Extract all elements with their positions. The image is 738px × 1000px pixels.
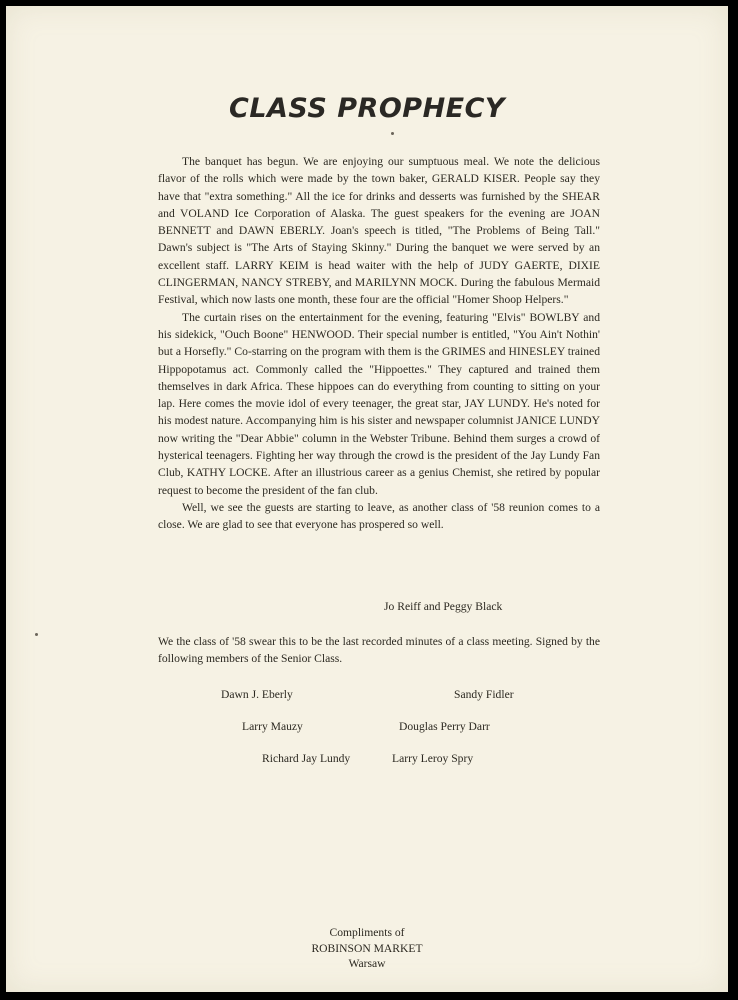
- signature-name: Douglas Perry Darr: [399, 720, 490, 733]
- signature-name: Sandy Fidler: [454, 688, 514, 701]
- footer-sponsor-name: ROBINSON MARKET: [311, 941, 423, 955]
- sponsor-footer: [6, 925, 728, 972]
- paper-speck: [391, 132, 394, 135]
- signature-name: Dawn J. Eberly: [221, 688, 293, 701]
- footer-location: Warsaw: [348, 957, 386, 970]
- prophecy-body: [158, 153, 600, 534]
- signature-name: Larry Mauzy: [242, 720, 303, 733]
- class-oath: We the class of '58 swear this to be the last recorded minutes of a class meeting. Signed by the following members of the Senior Class.: [158, 635, 600, 666]
- paper-speck: [35, 633, 38, 636]
- paragraph-closing: Well, we see the guests are starting to leave, as another class of '58 reunion comes to a close. We are glad to see that everyone has prospered so well.: [158, 500, 600, 532]
- page-title: CLASS PROPHECY: [229, 93, 505, 124]
- signature-name: Larry Leroy Spry: [392, 752, 474, 765]
- document-page: [6, 6, 728, 992]
- signature-name: Richard Jay Lundy: [262, 752, 351, 765]
- footer-compliments: Compliments of: [329, 926, 405, 939]
- paragraph-entertainment: The curtain rises on the entertainment for the evening, featuring "Elvis" BOWLBY and his sidekick, "Ouch Boone" HENWOOD. Their special number is entitled, "You Ain't Nothin' but a Horsefly." Co-starring on the program with them is the GRIMES and HINESLEY trained Hippopotamus act. Commonly called the "Hippoettes." They captured and trained them themselves in dark Africa. These hippoes can do everything from counting to sitting on your lap. Here comes the movie idol of every teenager, the great star, JAY LUNDY. He's noted for his modest nature. Accompanying him is his sister and newspaper columnist JANICE LUNDY now writing the "Dear Abbie" column in the Webster Tribune. Behind them surges a crowd of hysterical teenagers. Fighting her way through the crowd is the president of the Jay Lundy Fan Club, KATHY LOCKE. After an illustrious career as a genius Chemist, she retired by popular request to become the president of the fan club.: [158, 310, 600, 497]
- authors-line: Jo Reiff and Peggy Black: [384, 600, 503, 613]
- paragraph-banquet: The banquet has begun. We are enjoying our sumptuous meal. We note the delicious flavor of the rolls which were made by the town baker, GERALD KISER. People say they have that "extra something." All the ice for drinks and desserts was furnished by the SHEAR and VOLAND Ice Corporation of Alaska. The guest speakers for the evening are JOAN BENNETT and DAWN EBERLY. Joan's speech is titled, "The Problems of Being Tall." Dawn's subject is "The Arts of Staying Skinny." During the banquet we were served by an excellent staff. LARRY KEIM is head waiter with the help of JUDY GAERTE, DIXIE CLINGERMAN, NANCY STREBY, and MARILYNN MOCK. During the fabulous Mermaid Festival, which now lasts one month, these four are the official "Homer Shoop Helpers.": [158, 155, 600, 307]
